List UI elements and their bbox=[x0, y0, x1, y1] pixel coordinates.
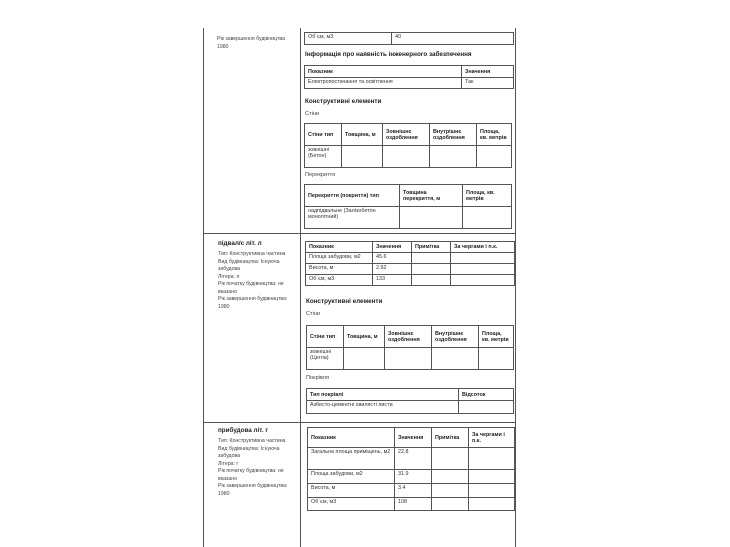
walls-cell bbox=[479, 348, 514, 370]
basement-line: Рік початку будівництва: не bbox=[218, 281, 284, 287]
params-header: Примітка bbox=[412, 242, 451, 253]
volume-label: Об`єм, м3 bbox=[305, 33, 392, 45]
annex-params-table bbox=[307, 427, 515, 511]
basement-line: вказано bbox=[218, 288, 237, 295]
annex-title: прибудова літ. г bbox=[218, 427, 268, 434]
params-cell bbox=[432, 470, 469, 484]
params-cell: Висота, м bbox=[306, 264, 373, 275]
params-cell bbox=[469, 448, 515, 470]
roof-cell bbox=[459, 401, 514, 414]
params-header: За чергами і п.к. bbox=[469, 428, 515, 448]
params-cell bbox=[469, 484, 515, 498]
volume-value: 40 bbox=[392, 33, 514, 45]
params-cell bbox=[469, 498, 515, 511]
params-cell bbox=[451, 253, 515, 264]
params-cell: 3.4 bbox=[395, 484, 432, 498]
basement-title: підвал/с літ. л bbox=[218, 240, 262, 247]
walls-cell bbox=[385, 348, 432, 370]
params-cell: Площа забудови, м2 bbox=[306, 253, 373, 264]
basement-line: Літера: л bbox=[218, 273, 240, 280]
annex-line: забудова bbox=[218, 453, 241, 459]
walls-header: Зовнішнє оздоблення bbox=[383, 124, 430, 146]
roof-cell: Азбесто-цементні хвилясті листи bbox=[307, 401, 459, 414]
floors-header: Товщина перекриття, м bbox=[400, 185, 463, 207]
walls-header: Внутрішнє оздоблення bbox=[432, 326, 479, 348]
basement-line: забудова bbox=[218, 266, 241, 272]
walls-table-middle bbox=[306, 325, 514, 370]
walls-cell bbox=[477, 146, 512, 168]
params-cell: 108 bbox=[395, 498, 432, 511]
params-header: Значення bbox=[395, 428, 432, 448]
params-cell bbox=[412, 264, 451, 275]
walls-cell bbox=[342, 146, 383, 168]
floors-label: Перекриття bbox=[305, 172, 336, 178]
walls-header: Стіни тип bbox=[307, 326, 344, 348]
params-cell: 31.9 bbox=[395, 470, 432, 484]
params-header: За чергами і п.к. bbox=[451, 242, 515, 253]
params-cell: Загальна площа приміщень, м2 bbox=[308, 448, 395, 470]
annex-line: вказано bbox=[218, 475, 237, 482]
params-cell: 22.8 bbox=[395, 448, 432, 470]
params-header: Показник bbox=[308, 428, 395, 448]
walls-header: Товщина, м bbox=[344, 326, 385, 348]
engineering-table bbox=[304, 65, 514, 89]
basement-line: 1980 bbox=[218, 303, 230, 310]
params-cell: Об`єм, м3 bbox=[308, 498, 395, 511]
params-cell bbox=[432, 498, 469, 511]
annex-line: Літера: г bbox=[218, 460, 239, 467]
walls-cell bbox=[344, 348, 385, 370]
params-cell: 2.92 bbox=[373, 264, 412, 275]
walls-cell bbox=[383, 146, 430, 168]
top-end-year-label: Рік завершення будівництва bbox=[217, 36, 285, 42]
constr-title-top: Конструктивні елементи bbox=[305, 98, 382, 105]
params-cell bbox=[469, 470, 515, 484]
params-cell bbox=[432, 448, 469, 470]
eng-header-indicator: Показник bbox=[305, 66, 462, 78]
eng-header-value: Значення bbox=[462, 66, 514, 78]
walls-table-top bbox=[304, 123, 512, 168]
params-cell bbox=[432, 484, 469, 498]
walls-cell: зовнішні (Цегла) bbox=[307, 348, 344, 370]
section-divider-1 bbox=[203, 233, 516, 234]
params-cell: 45.6 bbox=[373, 253, 412, 264]
engineering-title: Інформація про наявність інженерного забезпечення bbox=[305, 51, 472, 58]
params-cell bbox=[451, 275, 515, 286]
params-cell: Площа забудови, м2 bbox=[308, 470, 395, 484]
params-cell: 133 bbox=[373, 275, 412, 286]
params-cell: Висота, м bbox=[308, 484, 395, 498]
params-cell: Об`єм, м3 bbox=[306, 275, 373, 286]
floors-table bbox=[304, 184, 512, 229]
top-end-year-value: 1980 bbox=[217, 44, 229, 50]
params-cell bbox=[412, 253, 451, 264]
roof-label: Покрівля bbox=[306, 375, 330, 381]
basement-line: Рік завершення будівництва: bbox=[218, 296, 288, 302]
roof-header: Тип покрівлі bbox=[307, 389, 459, 401]
params-cell bbox=[412, 275, 451, 286]
annex-line: 1980 bbox=[218, 490, 230, 497]
params-header: Показник bbox=[306, 242, 373, 253]
annex-line: Тип: Конструктивна частина bbox=[218, 438, 286, 444]
walls-header: Площа, кв. метрів bbox=[479, 326, 514, 348]
right-border bbox=[515, 28, 516, 547]
floors-header: Площа, кв. метрів bbox=[463, 185, 512, 207]
eng-cell: Так bbox=[462, 78, 514, 89]
column-divider bbox=[300, 28, 301, 547]
annex-line: Рік початку будівництва: не bbox=[218, 468, 284, 474]
floors-cell: надпідвальне (Залізобетон монолітний) bbox=[305, 207, 400, 229]
left-border bbox=[203, 28, 204, 547]
walls-label-top: Стіни bbox=[305, 111, 320, 117]
params-header: Значення bbox=[373, 242, 412, 253]
volume-row-table bbox=[304, 32, 514, 45]
walls-header: Стіни тип bbox=[305, 124, 342, 146]
section-divider-2 bbox=[203, 422, 516, 423]
floors-header: Перекриття (покриття) тип bbox=[305, 185, 400, 207]
basement-params-table bbox=[305, 241, 515, 286]
walls-label-middle: Стіни bbox=[306, 311, 321, 317]
constr-title-middle: Конструктивні елементи bbox=[306, 298, 383, 305]
walls-header: Зовнішнє оздоблення bbox=[385, 326, 432, 348]
walls-header: Товщина, м bbox=[342, 124, 383, 146]
params-header: Примітка bbox=[432, 428, 469, 448]
floors-cell bbox=[400, 207, 463, 229]
walls-header: Площа, кв. метрів bbox=[477, 124, 512, 146]
annex-line: Рік завершення будівництва: bbox=[218, 483, 288, 489]
eng-cell: Електропостачання та освітлення bbox=[305, 78, 462, 89]
annex-line: Вид будівництва: Існуюча bbox=[218, 445, 280, 452]
roof-header: Відсоток bbox=[459, 389, 514, 401]
basement-line: Тип: Конструктивна частина bbox=[218, 251, 286, 257]
walls-cell: зовнішні (Бетон) bbox=[305, 146, 342, 168]
params-cell bbox=[451, 264, 515, 275]
roof-table bbox=[306, 388, 514, 414]
walls-cell bbox=[432, 348, 479, 370]
basement-line: Вид будівництва: Існуюча bbox=[218, 258, 280, 265]
walls-header: Внутрішнє оздоблення bbox=[430, 124, 477, 146]
floors-cell bbox=[463, 207, 512, 229]
walls-cell bbox=[430, 146, 477, 168]
